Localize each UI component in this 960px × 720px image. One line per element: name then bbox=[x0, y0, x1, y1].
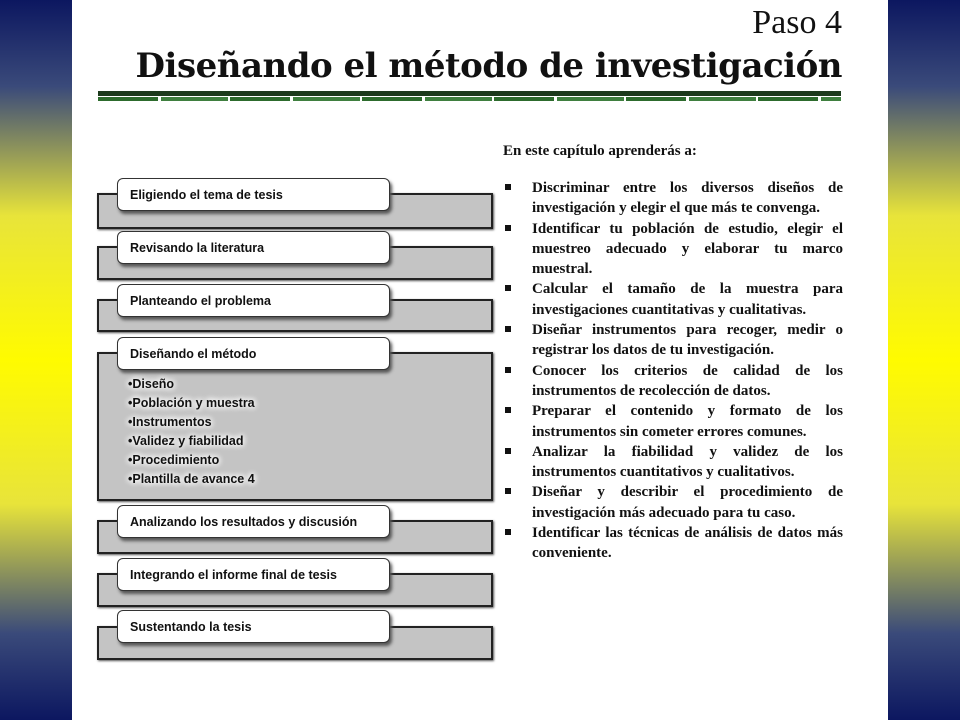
title-divider bbox=[98, 91, 841, 96]
objective-text: Conocer los criterios de calidad de los instrumentos de recolección de datos. bbox=[532, 362, 843, 399]
subitem: •Plantilla de avance 4 bbox=[128, 472, 255, 486]
objective-item bbox=[503, 523, 843, 564]
subitem: •Instrumentos bbox=[128, 415, 212, 429]
objectives-heading: En este capítulo aprenderás a: bbox=[503, 143, 697, 159]
step-tab-3: Planteando el problema bbox=[117, 284, 390, 317]
objective-item bbox=[503, 178, 843, 219]
step-tab-6: Integrando el informe final de tesis bbox=[117, 558, 390, 591]
objective-text: Diseñar y describir el procedimiento de investigación más adecuado para tu caso. bbox=[532, 484, 843, 521]
objectives bbox=[503, 143, 843, 564]
bullet-icon bbox=[505, 184, 511, 190]
objective-item bbox=[503, 482, 843, 523]
subitem: •Diseño bbox=[128, 377, 175, 391]
objective-item bbox=[503, 401, 843, 442]
step-tab-1: Eligiendo el tema de tesis bbox=[117, 178, 390, 211]
objective-text: Identificar tu población de estudio, elegir el muestreo adecuado y elaborar tu marco muestral. bbox=[532, 220, 843, 278]
objective-item bbox=[503, 320, 843, 361]
objective-item bbox=[503, 279, 843, 320]
step-tab-5: Analizando los resultados y discusión bbox=[117, 505, 390, 538]
bullet-icon bbox=[505, 367, 511, 373]
objective-text: Identificar las técnicas de análisis de datos más conveniente. bbox=[532, 525, 843, 562]
objective-text: Analizar la fiabilidad y validez de los instrumentos cuantitativos y cualitativos. bbox=[532, 443, 843, 481]
subitem: •Población y muestra bbox=[128, 396, 255, 410]
bullet-icon bbox=[505, 529, 511, 535]
bullet-icon bbox=[505, 285, 511, 291]
step-tab-4: Diseñando el método bbox=[117, 337, 390, 370]
subitem: •Procedimiento bbox=[128, 453, 220, 467]
subitem: •Validez y fiabilidad bbox=[128, 434, 244, 448]
step-number: Paso 4 bbox=[752, 4, 842, 41]
objective-text: Diseñar instrumentos para recoger, medir o registrar los datos de tu investigación. bbox=[532, 322, 843, 359]
page-title: Diseñando el método de investigación bbox=[135, 46, 842, 86]
bullet-icon bbox=[505, 326, 511, 332]
bullet-icon bbox=[505, 488, 511, 494]
objective-item bbox=[503, 361, 843, 402]
objective-item bbox=[503, 219, 843, 280]
slide bbox=[72, 0, 888, 720]
bullet-icon bbox=[505, 225, 511, 231]
step-tab-2: Revisando la literatura bbox=[117, 231, 390, 264]
objective-text: Discriminar entre los diversos diseños de investigación y elegir el que más te convenga. bbox=[532, 180, 843, 217]
objective-item bbox=[503, 442, 843, 483]
objective-text: Calcular el tamaño de la muestra para investigaciones cuantitativas y cualitativas. bbox=[532, 281, 843, 318]
step-tab-7: Sustentando la tesis bbox=[117, 610, 390, 643]
objective-text: Preparar el contenido y formato de los instrumentos sin cometer errores comunes. bbox=[532, 403, 843, 440]
step-subitems bbox=[128, 375, 255, 489]
bullet-icon bbox=[505, 448, 511, 454]
bullet-icon bbox=[505, 407, 511, 413]
title-divider-pattern bbox=[98, 97, 841, 101]
